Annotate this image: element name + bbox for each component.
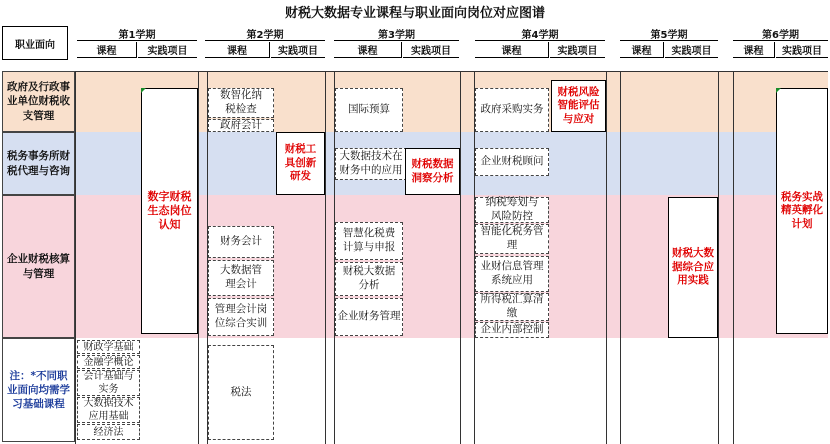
semester-3-title: 第3学期 [334,26,459,41]
col-divider [606,71,607,444]
semester-2-course-label: 课程 [205,42,270,58]
sem1-project: 数字财税生态岗位认知 [141,88,198,334]
semester-4-course-label: 课程 [475,42,549,58]
semester-5-title: 第5学期 [620,26,718,41]
sem6-project: 税务实战精英孵化计划 [776,88,828,334]
col-divider [75,71,76,444]
semester-2-project-label: 实践项目 [271,42,325,58]
sem4-course-ent: 所得税汇算清缴 [475,293,549,321]
sem2-project: 财税工具创新研发 [276,132,325,195]
semester-3-header [334,26,459,60]
semester-6-project-label: 实践项目 [776,42,828,58]
semester-2-title: 第2学期 [205,26,325,41]
sem1-course: 金融学概论 [77,355,140,369]
col-divider [198,71,199,444]
sem1-course: 大数据技术应用基础 [77,397,140,423]
sem4-course-firm: 企业财税顾问 [475,148,549,176]
semester-2-header [205,26,325,60]
row-label-enterprise: 企业财税核算与管理 [2,195,75,338]
semester-1-project-label: 实践项目 [138,42,197,58]
sem1-course: 财政学基础 [77,340,140,354]
sem2-course-gov: 政府会计 [208,119,274,132]
sem3-course-gov: 国际预算 [335,88,403,132]
page-title: 财税大数据专业课程与职业面向岗位对应图谱 [284,6,545,21]
row-label-firm: 税务事务所财税代理与咨询 [2,132,75,195]
sem3-course-ent: 财税大数据分析 [335,262,403,296]
sem1-course: 经济法 [77,424,140,440]
sem3-course-firm: 大数据技术在财务中的应用 [335,148,407,180]
semester-5-course-label: 课程 [620,42,664,58]
gov-row-band [2,71,828,132]
semester-3-course-label: 课程 [334,42,402,58]
sem4-course-ent: 企业内部控制 [475,322,549,338]
row-divider [2,71,828,72]
comment-marker [776,88,781,93]
semester-6-title: 第6学期 [733,26,828,41]
semester-1-title: 第1学期 [77,26,197,41]
direction-header: 职业面向 [2,26,68,60]
sem4-course-ent: 纳税筹划与风险防控 [475,197,549,223]
col-divider [460,71,461,444]
sem4-project: 财税风险智能评估与应对 [551,80,606,132]
sem3-project: 财税数据洞察分析 [405,148,460,195]
sem3-course-ent: 智慧化税费计算与申报 [335,222,403,260]
semester-1-header [77,26,197,60]
semester-1-course-label: 课程 [77,42,137,58]
semester-4-header [475,26,605,60]
sem1-course: 会计基础与实务 [77,370,140,396]
col-divider [733,71,734,444]
sem4-course-ent: 业财信息管理系统应用 [475,256,549,292]
comment-marker [141,88,146,93]
semester-4-project-label: 实践项目 [550,42,605,58]
col-divider [718,71,719,444]
sem2-course-gov: 数智化纳税检查 [208,88,274,118]
sem4-course-gov: 政府采购实务 [475,88,549,132]
col-divider [325,71,326,444]
row-label-gov: 政府及行政事业单位财税收支管理 [2,71,75,132]
semester-5-project-label: 实践项目 [665,42,718,58]
col-divider [620,71,621,444]
sem4-course-ent: 智能化税务管理 [475,224,549,254]
semester-5-header [620,26,718,60]
row-label-note: 注：*不同职业面向均需学习基础课程 [2,338,75,442]
sem3-course-ent: 企业财务管理 [335,298,403,336]
semester-6-header [733,26,828,60]
sem2-course-ent: 管理会计岗位综合实训 [208,298,274,336]
sem2-course-ent: 财务会计 [208,226,274,258]
sem5-project: 财税大数据综合应用实践 [668,197,718,338]
semester-3-project-label: 实践项目 [403,42,459,58]
semester-6-course-label: 课程 [733,42,775,58]
sem2-course-ent: 大数据管理会计 [208,260,274,296]
sem2-course-note: 税法 [208,345,274,440]
semester-4-title: 第4学期 [475,26,605,41]
